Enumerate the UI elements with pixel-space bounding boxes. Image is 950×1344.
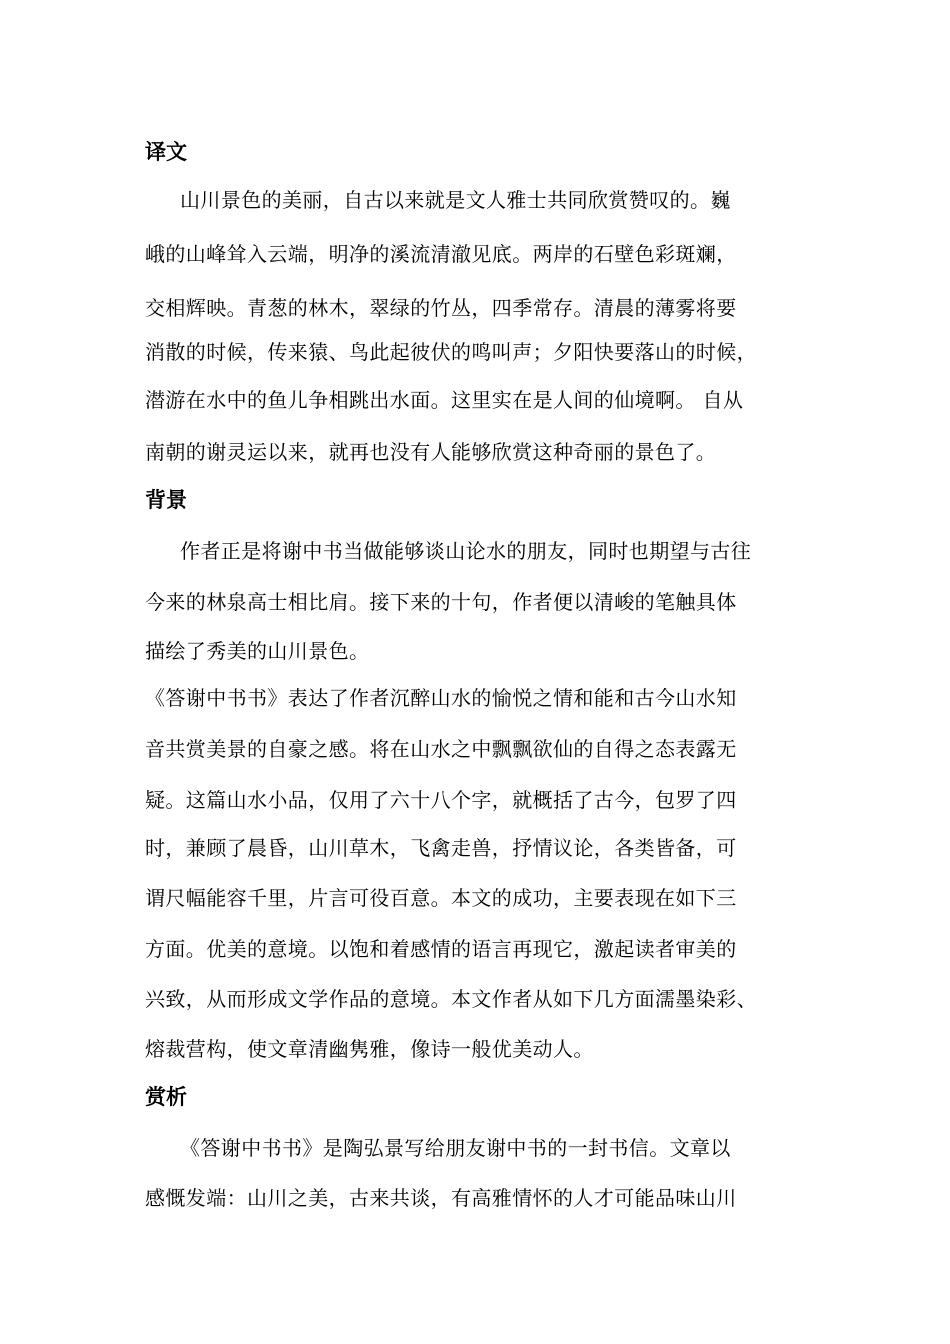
appreciation-line-1: 《答谢中书书》是陶弘景写给朋友谢中书的一封书信。文章以	[180, 1136, 731, 1160]
background-line-9: 方面。优美的意境。以饱和着感情的语言再现它，激起读者审美的	[145, 937, 737, 961]
translation-line-4: 消散的时候，传来猿、鸟此起彼伏的鸣叫声；夕阳快要落山的时候，	[145, 340, 757, 364]
translation-line-3: 交相辉映。青葱的林木，翠绿的竹丛，四季常存。清晨的薄雾将要	[145, 296, 737, 320]
background-line-6: 疑。这篇山水小品，仅用了六十八个字，就概括了古今，包罗了四	[145, 788, 737, 812]
section-heading-background: 背景	[145, 488, 187, 512]
section-heading-translation: 译文	[145, 140, 187, 164]
translation-line-1: 山川景色的美丽，自古以来就是文人雅士共同欣赏赞叹的。巍	[180, 188, 731, 212]
translation-line-6: 南朝的谢灵运以来，就再也没有人能够欣赏这种奇丽的景色了。	[145, 440, 717, 464]
section-heading-appreciation: 赏析	[145, 1085, 187, 1109]
translation-line-5: 潜游在水中的鱼儿争相跳出水面。这里实在是人间的仙境啊。 自从	[145, 388, 744, 412]
background-line-8: 谓尺幅能容千里，片言可役百意。本文的成功，主要表现在如下三	[145, 886, 737, 910]
background-line-11: 熔裁营构，使文章清幽隽雅，像诗一般优美动人。	[145, 1037, 594, 1061]
background-line-2: 今来的林泉高士相比肩。接下来的十句，作者便以清峻的笔触具体	[145, 590, 737, 614]
background-line-3: 描绘了秀美的山川景色。	[145, 639, 370, 663]
translation-line-2: 峨的山峰耸入云端，明净的溪流清澈见底。两岸的石壁色彩斑斓，	[145, 242, 737, 266]
background-line-1: 作者正是将谢中书当做能够谈山论水的朋友，同时也期望与古往	[180, 539, 752, 563]
appreciation-line-2: 感慨发端：山川之美，古来共谈，有高雅情怀的人才可能品味山川	[145, 1186, 737, 1210]
background-line-5: 音共赏美景的自豪之感。将在山水之中飘飘欲仙的自得之态表露无	[145, 737, 737, 761]
background-line-7: 时，兼顾了晨昏，山川草木，飞禽走兽，抒情议论，各类皆备，可	[145, 836, 737, 860]
background-line-4: 《答谢中书书》表达了作者沉醉山水的愉悦之情和能和古今山水知	[145, 686, 737, 710]
background-line-10: 兴致，从而形成文学作品的意境。本文作者从如下几方面濡墨染彩、	[145, 987, 757, 1011]
